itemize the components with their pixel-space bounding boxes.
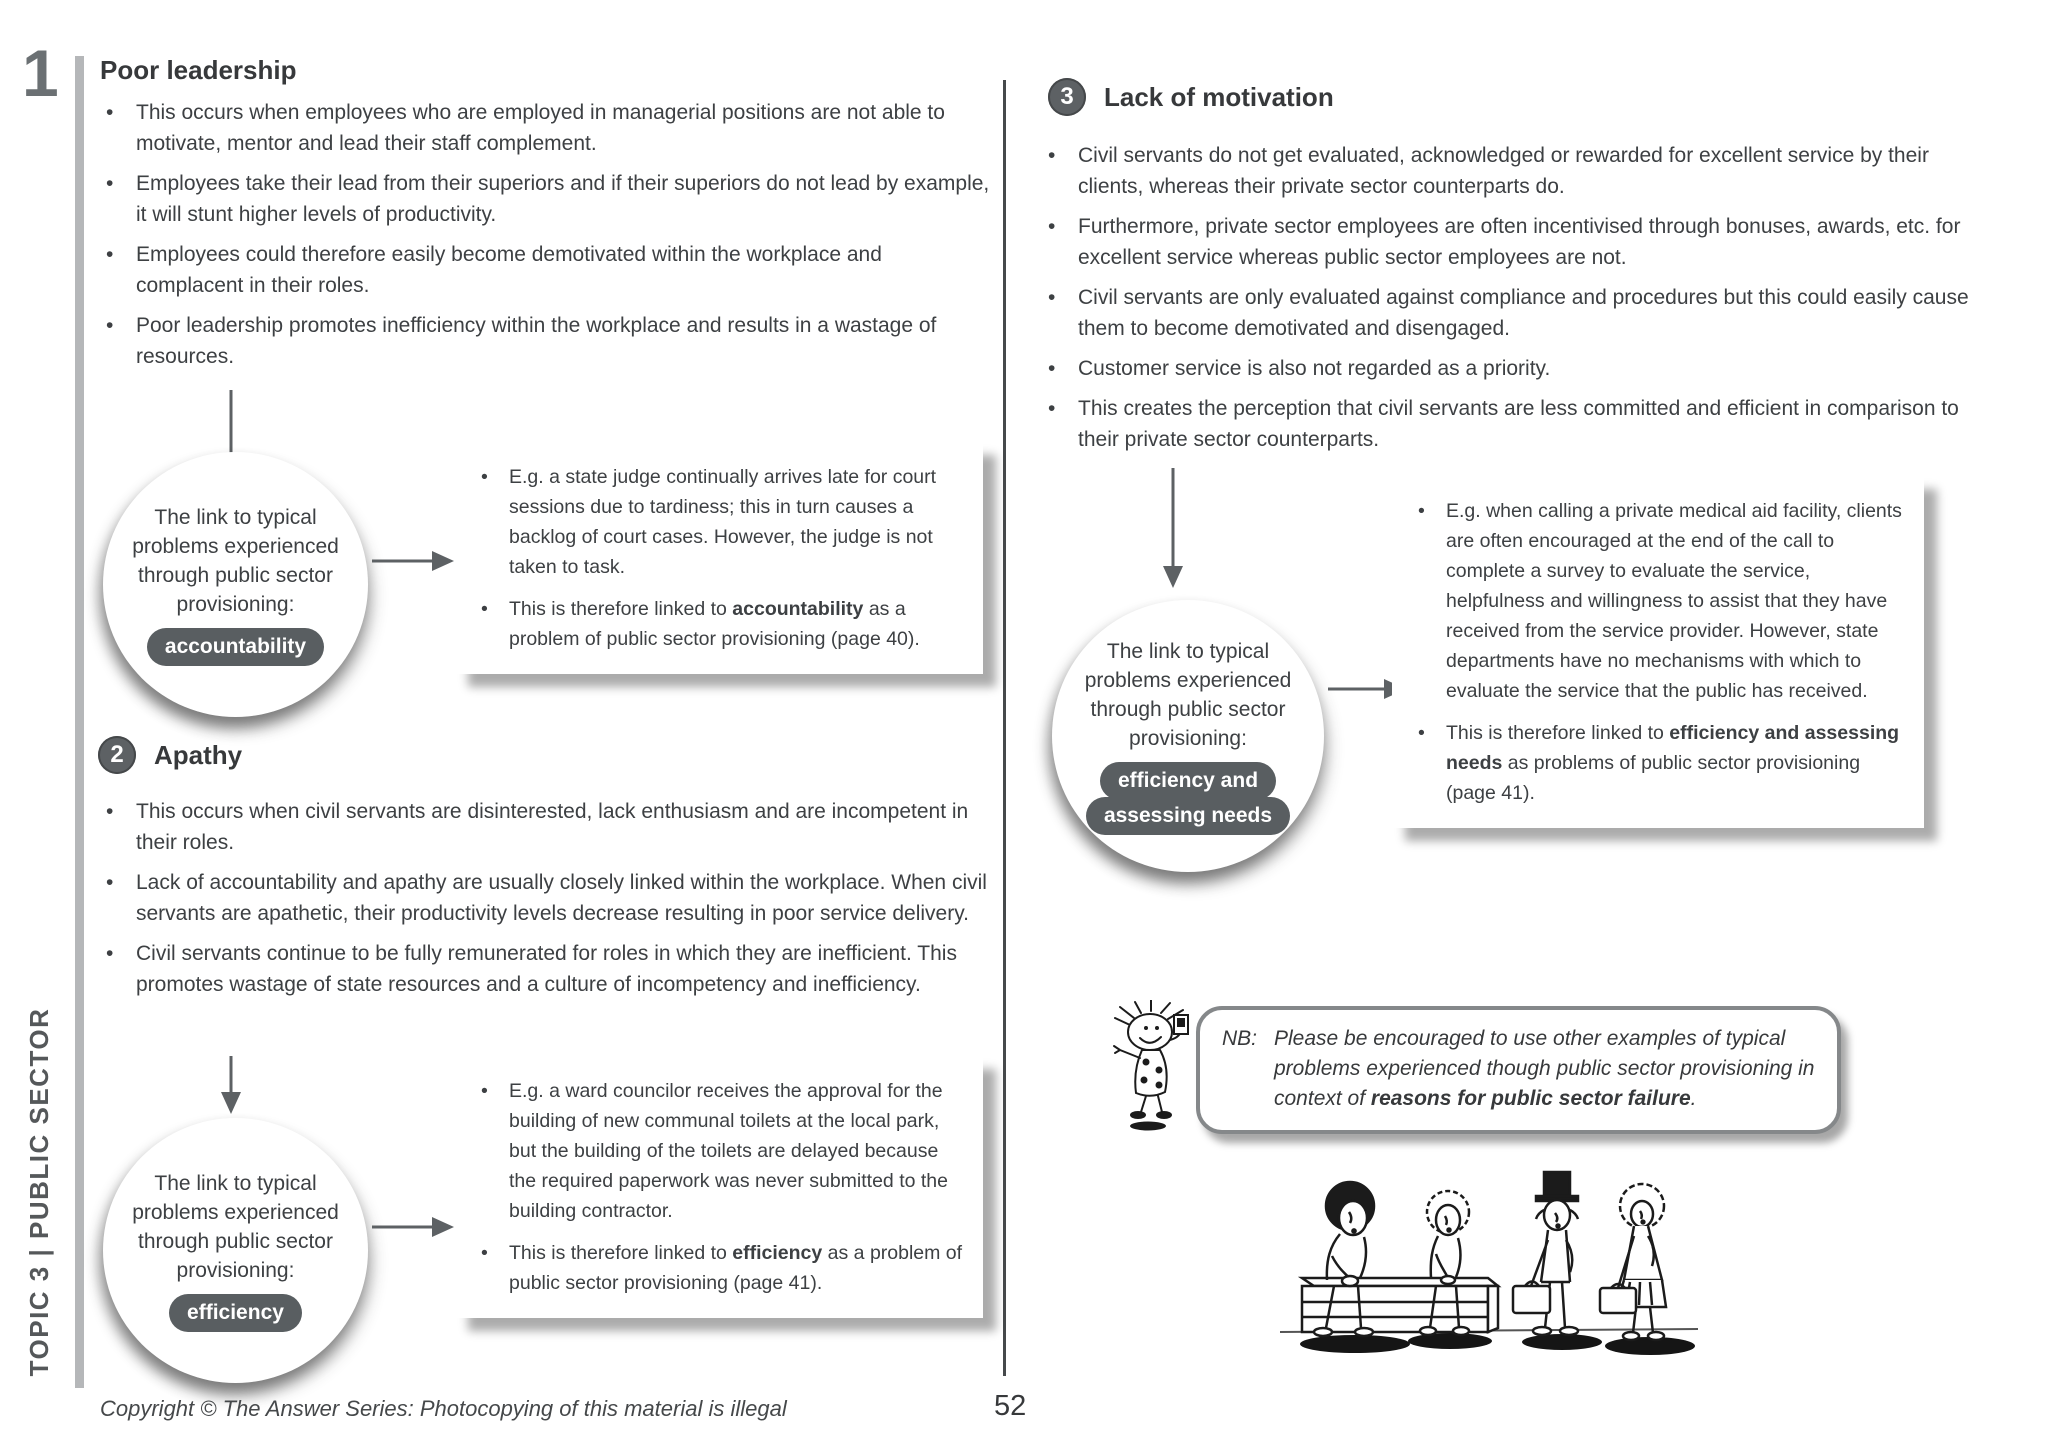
list-item: • This is therefore linked to efficiency and assessing needs as problems of public sector provisioning (page 41).: [1416, 718, 1904, 808]
list-item: • Civil servants do not get evaluated, acknowledged or rewarded for excellent service by their clients, whereas their private sector counterparts do.: [1042, 140, 1980, 202]
section2-number-badge: 2: [98, 736, 136, 774]
list-item: • Employees could therefore easily become demotivated within the workplace and complacent in their roles.: [100, 239, 990, 301]
list-item: • Civil servants are only evaluated against compliance and procedures but this could easily cause them to become demotivated and disengaged.: [1042, 282, 1980, 344]
section3-number-badge: 3: [1048, 78, 1086, 116]
example-box-efficiency: [455, 1056, 983, 1318]
badge-pill: efficiency: [169, 1294, 302, 1332]
badge-pill: assessing needs: [1086, 797, 1290, 835]
list-item: • E.g. a ward councilor receives the approval for the building of new communal toilets at the local park, but the building of the toilets are delayed because the required paperwork was never submitted to the building contractor.: [479, 1076, 963, 1226]
list-item: • This is therefore linked to efficiency as a problem of public sector provisioning (page 41).: [479, 1238, 963, 1298]
section3-bullets: [1042, 140, 1980, 455]
list-item: • This is therefore linked to accountability as a problem of public sector provisioning (page 40).: [479, 594, 963, 654]
list-item: • Customer service is also not regarded as a priority.: [1042, 353, 1980, 384]
list-item: • This creates the perception that civil servants are less committed and efficient in comparison to their private sector counterparts.: [1042, 393, 1980, 455]
list-item: • E.g. when calling a private medical aid facility, clients are often encouraged at the end of the call to complete a survey to evaluate the service, helpfulness and willingness to assist that they have received from the service provider. However, state departments have no mechanisms with which to evaluate the service that the public has received.: [1416, 496, 1904, 706]
footer-copyright: Copyright © The Answer Series: Photocopying of this material is illegal: [100, 1396, 787, 1421]
example-box-efficiency-assessing: [1392, 476, 1924, 828]
down-arrow-icon: [1160, 468, 1186, 590]
left-vertical-bar: [75, 56, 84, 1388]
section1-bullets: [100, 97, 990, 372]
margin-section-number: 1: [22, 36, 59, 110]
nb-note-box: [1196, 1006, 1841, 1134]
section3-title: Lack of motivation: [1104, 81, 1334, 112]
section3-heading: [1048, 78, 1334, 116]
list-item: • E.g. a state judge continually arrives late for court sessions due to tardiness; this in turn causes a backlog of court cases. However, the judge is not taken to task.: [479, 462, 963, 582]
section2-bullets: [100, 796, 990, 1000]
column-divider: [1003, 80, 1006, 1376]
cartoon-girl-icon: [1104, 1000, 1204, 1132]
link-circle-efficiency: [103, 1118, 368, 1383]
link-circle-efficiency-assessing: [1052, 600, 1324, 872]
link-circle-text: The link to typical problems experienced through public sector provisioning:: [132, 506, 339, 616]
example-box-accountability: [455, 442, 983, 674]
list-item: • Employees take their lead from their superiors and if their superiors do not lead by example, it will stunt higher levels of productivity.: [100, 168, 990, 230]
badge-efficiency: [169, 1294, 302, 1332]
badge-accountability: [147, 628, 324, 666]
badge-pill: accountability: [147, 628, 324, 666]
link-circle-text: The link to typical problems experienced through public sector provisioning:: [1084, 640, 1292, 750]
link-circle-accountability: [103, 452, 368, 717]
badge-pill: efficiency and: [1100, 762, 1276, 800]
list-item: • Furthermore, private sector employees are often incentivised through bonuses, awards, etc. for excellent service whereas public sector employees are not.: [1042, 211, 1980, 273]
nb-label: NB:: [1222, 1027, 1258, 1050]
section2-heading: [98, 736, 242, 774]
nb-text: Please be encouraged to use other examples of typical problems experienced though public sector provisioning in context of reasons for public sector failure.: [1274, 1027, 1815, 1110]
link-circle-text: The link to typical problems experienced through public sector provisioning:: [132, 1172, 339, 1282]
down-arrow-icon: [218, 1056, 244, 1116]
list-item: • Civil servants continue to be fully remunerated for roles in which they are inefficient. This promotes wastage of state resources and a culture of incompetency and inefficiency.: [100, 938, 990, 1000]
list-item: • Lack of accountability and apathy are usually closely linked within the workplace. When civil servants are apathetic, their productivity levels decrease resulting in poor service delivery.: [100, 867, 990, 929]
page-number: 52: [994, 1390, 1027, 1422]
list-item: • Poor leadership promotes inefficiency within the workplace and results in a wastage of resources.: [100, 310, 990, 372]
badge-efficiency-assessing: [1086, 762, 1290, 835]
section2-title: Apathy: [154, 739, 243, 770]
right-arrow-icon: [372, 548, 456, 574]
right-arrow-icon: [372, 1214, 456, 1240]
waiting-people-illustration: [1250, 1160, 1710, 1375]
section1-title: Poor leadership: [100, 55, 297, 85]
sidebar-topic-label: TOPIC 3 | PUBLIC SECTOR: [24, 1007, 54, 1377]
list-item: • This occurs when employees who are employed in managerial positions are not able to motivate, mentor and lead their staff complement.: [100, 97, 990, 159]
list-item: • This occurs when civil servants are disinterested, lack enthusiasm and are incompetent in their roles.: [100, 796, 990, 858]
